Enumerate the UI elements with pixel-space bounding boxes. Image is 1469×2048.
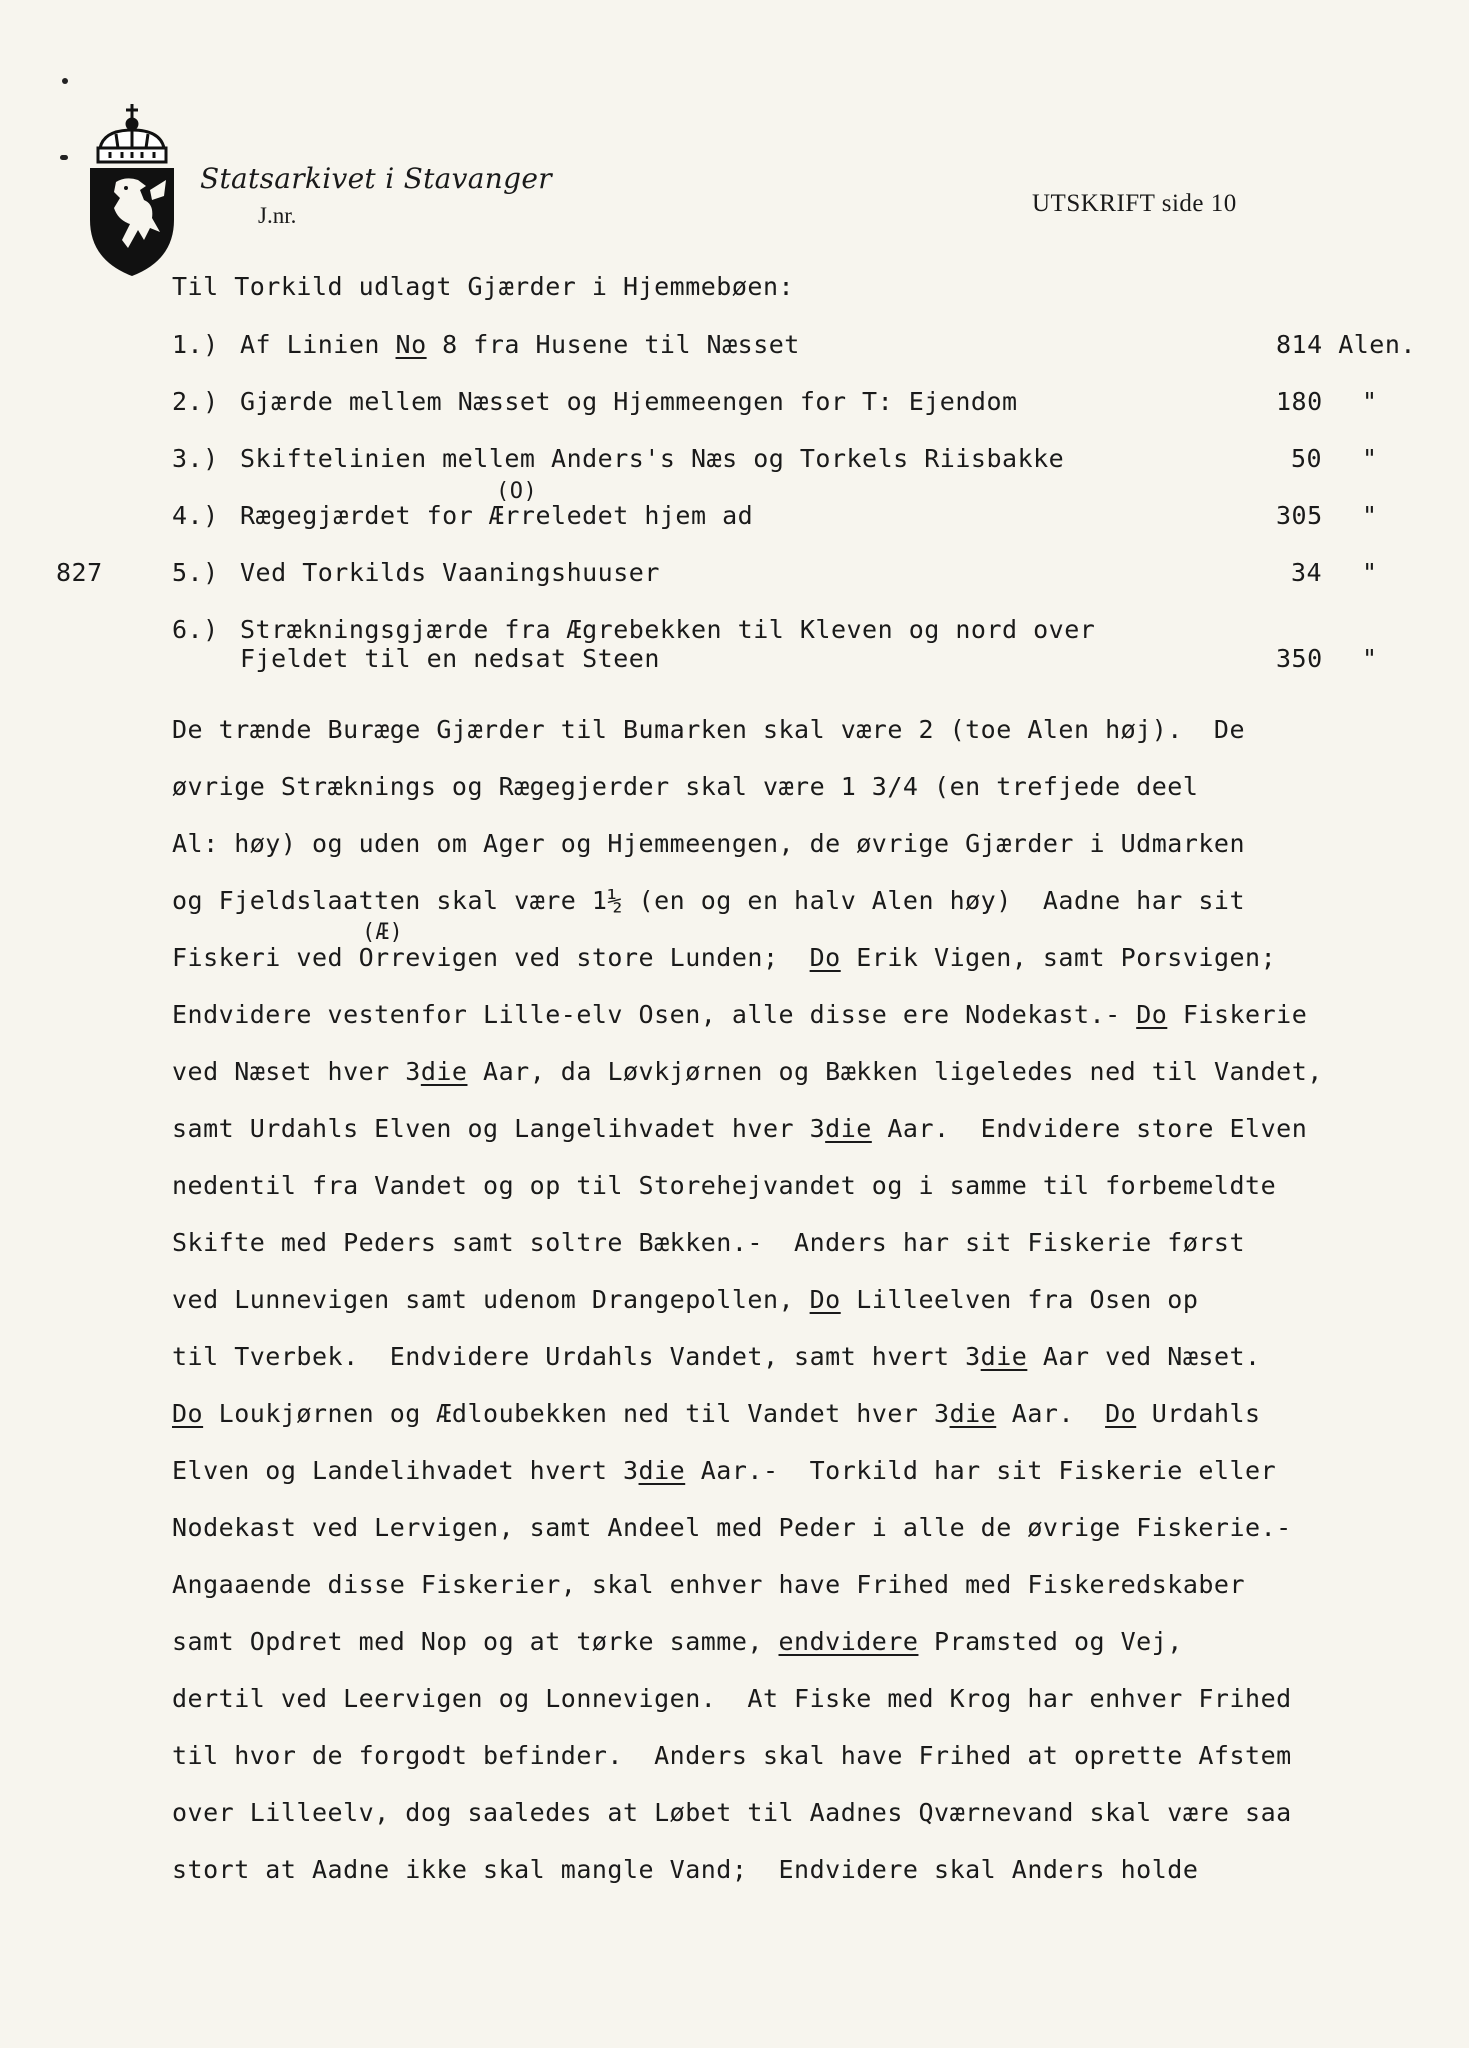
body-line: Al: høy) og uden om Ager og Hjemmeengen, de øvrige Gjærder i Udmarken bbox=[172, 829, 1246, 858]
item-value: 305 bbox=[1276, 501, 1323, 530]
body-line: Nodekast ved Lervigen, samt Andeel med Peder i alle de øvrige Fiskerie.- bbox=[172, 1513, 1292, 1542]
item-number: 4.) bbox=[172, 501, 219, 530]
body-line: ved Næset hver 3die Aar, da Løvkjørnen og Bækken ligeledes ned til Vandet, bbox=[172, 1057, 1323, 1086]
item-value: 50 bbox=[1291, 444, 1323, 473]
margin-number: 827 bbox=[56, 558, 103, 587]
item-number: 6.) bbox=[172, 615, 219, 644]
item-note: (O) bbox=[496, 479, 538, 504]
ditto-mark: " bbox=[1362, 444, 1378, 473]
body-line: dertil ved Leervigen og Lonnevigen. At Fiske med Krog har enhver Frihed bbox=[172, 1684, 1292, 1713]
body-line: øvrige Stræknings og Rægegjerder skal være 1 3/4 (en trefjede deel bbox=[172, 772, 1199, 801]
archive-name: Statsarkivet i Stavanger bbox=[200, 162, 552, 195]
body-line: Fiskeri ved Orrevigen ved store Lunden; Do Erik Vigen, samt Porsvigen; bbox=[172, 943, 1277, 972]
body-line: til hvor de forgodt befinder. Anders skal have Frihed at oprette Afstem bbox=[172, 1741, 1292, 1770]
item-value: 814 Alen. bbox=[1276, 330, 1416, 359]
body-line: nedentil fra Vandet og op til Storehejvandet og i samme til forbemeldte bbox=[172, 1171, 1277, 1200]
body-line: stort at Aadne ikke skal mangle Vand; Endvidere skal Anders holde bbox=[172, 1855, 1199, 1884]
intro-line: Til Torkild udlagt Gjærder i Hjemmebøen: bbox=[172, 272, 795, 301]
item-value: 350 bbox=[1276, 644, 1323, 673]
item-text: Gjærde mellem Næsset og Hjemmeengen for T: Ejendom bbox=[240, 387, 1018, 416]
body-line: Skifte med Peders samt soltre Bækken.- Anders har sit Fiskerie først bbox=[172, 1228, 1246, 1257]
body-note: (Æ) bbox=[362, 920, 404, 945]
body-line: Elven og Landelihvadet hvert 3die Aar.- Torkild har sit Fiskerie eller bbox=[172, 1456, 1277, 1485]
body-line: og Fjeldslaatten skal være 1½ (en og en halv Alen høy) Aadne har sit bbox=[172, 886, 1246, 915]
body-line: De trænde Burægе Gjærder til Bumarken skal være 2 (toe Alen høj). De bbox=[172, 715, 1246, 744]
coat-of-arms-icon bbox=[80, 100, 184, 278]
body-line: Do Loukjørnen og Ædloubekken ned til Vandet hver 3die Aar. Do Urdahls bbox=[172, 1399, 1261, 1428]
item-text: Rægegjærdet for Ærreledet hjem ad bbox=[240, 501, 754, 530]
item-number: 1.) bbox=[172, 330, 219, 359]
item-number: 5.) bbox=[172, 558, 219, 587]
ditto-mark: " bbox=[1362, 644, 1378, 673]
ditto-mark: " bbox=[1362, 387, 1378, 416]
item-text: Ved Torkilds Vaaningshuuser bbox=[240, 558, 660, 587]
body-line: samt Urdahls Elven og Langelihvadet hver 3die Aar. Endvidere store Elven bbox=[172, 1114, 1308, 1143]
journal-number-label: J.nr. bbox=[258, 203, 297, 228]
item-text: Af Linien No 8 fra Husene til Næsset bbox=[240, 330, 800, 359]
item-value: 34 bbox=[1291, 558, 1323, 587]
margin-mark bbox=[60, 155, 68, 160]
body-line: Angaaende disse Fiskerier, skal enhver have Frihed med Fiskeredskaber bbox=[172, 1570, 1246, 1599]
item-number: 3.) bbox=[172, 444, 219, 473]
item-text-continued: Fjeldet til en nedsat Steen bbox=[240, 644, 660, 673]
item-number: 2.) bbox=[172, 387, 219, 416]
ditto-mark: " bbox=[1362, 501, 1378, 530]
body-line: over Lilleelv, dog saaledes at Løbet til Aadnes Qværnevand skal være saa bbox=[172, 1798, 1292, 1827]
body-line: Endvidere vestenfor Lille-elv Osen, alle disse ere Nodekast.- Do Fiskerie bbox=[172, 1000, 1308, 1029]
page-label: UTSKRIFT side 10 bbox=[1032, 190, 1237, 217]
body-line: til Tverbek. Endvidere Urdahls Vandet, samt hvert 3die Aar ved Næset. bbox=[172, 1342, 1261, 1371]
body-line: ved Lunnevigen samt udenom Drangepollen, Do Lilleelven fra Osen op bbox=[172, 1285, 1199, 1314]
margin-mark bbox=[62, 78, 68, 84]
item-text: Skiftelinien mellem Anders's Næs og Torkels Riisbakke bbox=[240, 444, 1065, 473]
item-value: 180 bbox=[1276, 387, 1323, 416]
item-text: Strækningsgjærde fra Ægrebekken til Kleven og nord over bbox=[240, 615, 1096, 644]
body-line: samt Opdret med Nop og at tørke samme, endvidere Pramsted og Vej, bbox=[172, 1627, 1183, 1656]
ditto-mark: " bbox=[1362, 558, 1378, 587]
